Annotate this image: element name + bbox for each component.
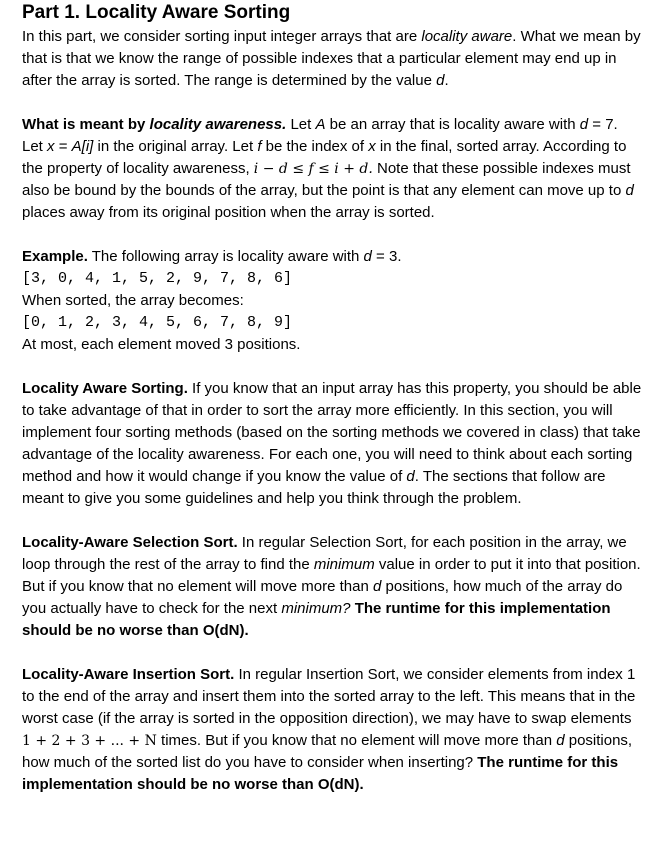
document-page [22, 0, 642, 796]
example-block [22, 246, 642, 356]
locality-aware-sorting-paragraph: Locality Aware Sorting. If you know that an input array has this property, you should be able to take advantage of that in order to sort the array more efficiently. In this section, you will implement four sorting methods (based on the sorting methods we covered in class) that take advantage of the locality awareness. For each one, you will need to think about each sorting method and how it would change if you know the value of d. The sections that follow are meant to give you some guidelines and help you think through the problem. [22, 380, 642, 507]
example-heading: Example. The following array is locality aware with d = 3. [22, 248, 402, 265]
example-sorted-label: When sorted, the array becomes: [22, 292, 244, 309]
insertion-sort-paragraph: Locality-Aware Insertion Sort. In regular Insertion Sort, we consider elements from index 1 to the end of the array and insert them into the sorted array to the left. This means that in the worst case (if the array is sorted in the opposition direction), we may have to swap elements 1 + 2 + 3 + ... + N times. But if you know that no element will move more than d positions, how much of the sorted list do you have to consider when inserting? The runtime for this implementation should be no worse than O(dN). [22, 666, 636, 793]
example-conclusion: At most, each element moved 3 positions. [22, 336, 301, 353]
page-title: Part 1. Locality Aware Sorting [22, 2, 291, 23]
sum-formula: 1 + 2 + 3 + ... + N [22, 733, 157, 749]
inequality-formula: i − d ≤ f ≤ i + d. [253, 161, 373, 177]
locality-definition-paragraph: What is meant by locality awareness. Let A be an array that is locality aware with d = 7. Let x = A[i] in the original array. Let f be the index of x in the final, sorted array. According to the property of locality awareness, i − d ≤ f ≤ i + d. Note that these possible indexes must also be bound by the bounds of the array, but the point is that any element can move up to d places away from its original position when the array is sorted. [22, 116, 634, 221]
selection-sort-paragraph: Locality-Aware Selection Sort. In regular Selection Sort, for each position in the array, we loop through the rest of the array to find the minimum value in order to put it into that position. But if you know that no element will move more than d positions, how much of the array do you actually have to check for the next minimum? The runtime for this implementation should be no worse than O(dN). [22, 534, 641, 639]
example-sorted-array: [0, 1, 2, 3, 4, 5, 6, 7, 8, 9] [22, 314, 293, 331]
intro-paragraph: In this part, we consider sorting input integer arrays that are locality aware. What we mean by that is that we know the range of possible indexes that a particular element may end up in after the array is sorted. The range is determined by the value d. [22, 28, 641, 89]
insertion-runtime-requirement: The runtime for this implementation should be no worse than O(dN). [22, 754, 619, 793]
example-input-array: [3, 0, 4, 1, 5, 2, 9, 7, 8, 6] [22, 270, 293, 287]
selection-runtime-requirement: The runtime for this implementation should be no worse than O(dN). [22, 600, 611, 639]
